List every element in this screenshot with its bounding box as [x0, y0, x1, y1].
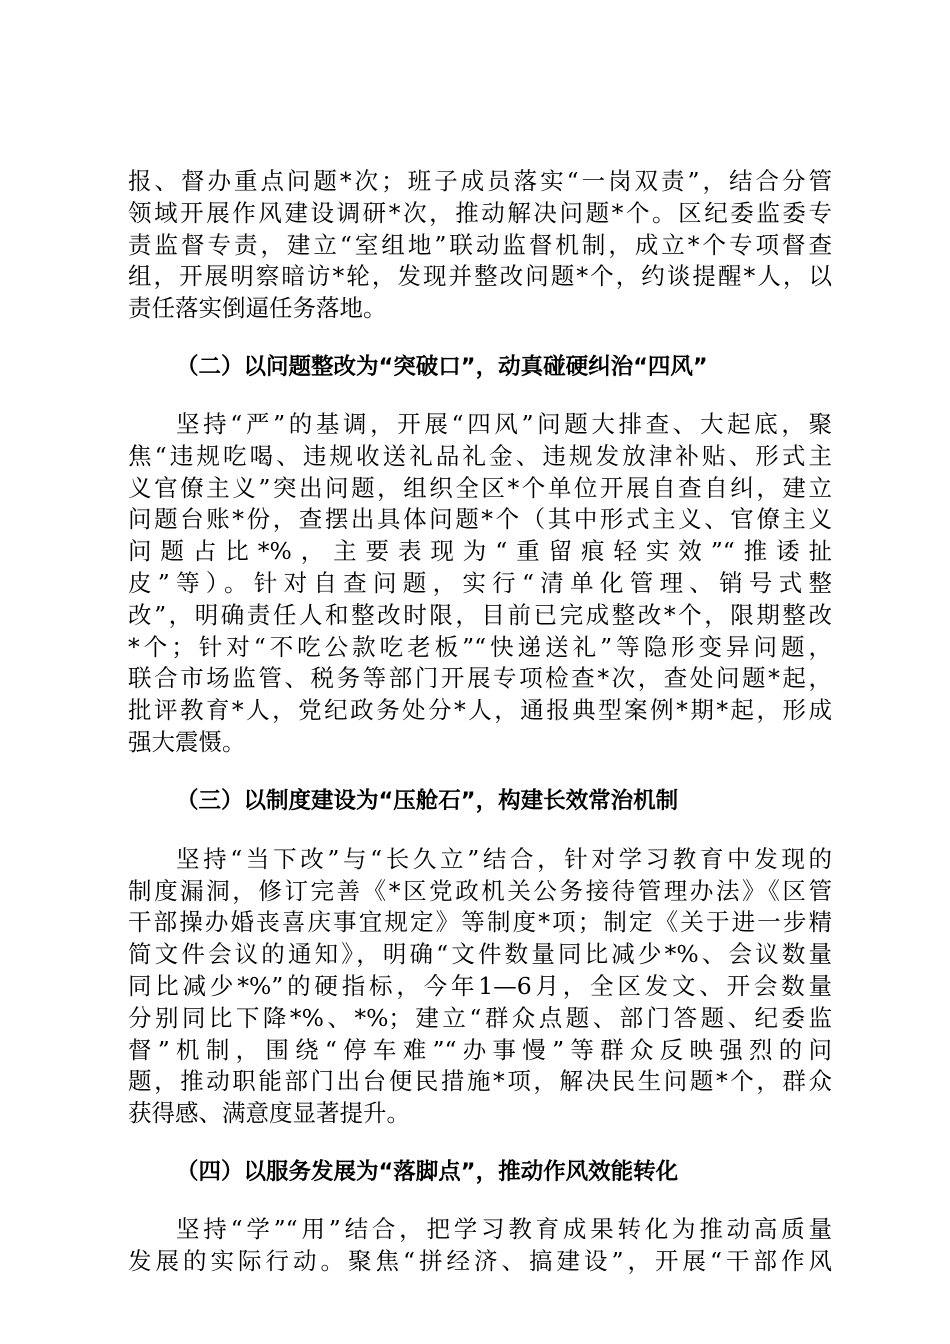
text-line: 改”，明确责任人和整改时限，目前已完成整改*个，限期整改: [128, 600, 832, 629]
text-line: 题，推动职能部门出台便民措施*项，解决民生问题*个，群众: [128, 1067, 832, 1096]
text-line: 焦“违规吃喝、违规收送礼品礼金、违规发放津补贴、形式主: [128, 441, 832, 470]
text-line: 领域开展作风建设调研*次，推动解决问题*个。区纪委监委专: [128, 198, 832, 227]
paragraph-4: [128, 1214, 832, 1278]
text-line: 组，开展明察暗访*轮，发现并整改问题*个，约谈提醒*人，以: [128, 262, 832, 291]
text-line: 坚持“学”“用”结合，把学习教育成果转化为推动高质量: [176, 1214, 832, 1243]
text-line: 督”机制，围绕“停车难”“办事慢”等群众反映强烈的问: [128, 1035, 832, 1064]
text-line: 强大震慑。: [128, 727, 246, 756]
text-line: 分别同比下降*%、*%；建立“群众点题、部门答题、纪委监: [128, 1003, 832, 1032]
text-line: 干部操办婚丧喜庆事宜规定》等制度*项；制定《关于进一步精: [128, 908, 832, 937]
text-line: 报、督办重点问题*次；班子成员落实“一岗双责”，结合分管: [128, 167, 832, 195]
text-line: 坚持“严”的基调，开展“四风”问题大排查、大起底，聚: [176, 409, 832, 438]
text-line: *个；针对“不吃公款吃老板”“快递送礼”等隐形变异问题，: [128, 632, 832, 661]
section-heading-3: （三）以制度建设为“压舱石”，构建长效常治机制: [176, 787, 679, 814]
text-line: 同比减少*%”的硬指标，今年1—6月，全区发文、开会数量: [128, 971, 832, 1000]
text-line: 责任落实倒逼任务落地。: [128, 294, 387, 323]
text-line: 坚持“当下改”与“长久立”结合，针对学习教育中发现的: [176, 844, 832, 873]
document-page: [128, 166, 832, 1278]
paragraph-3: [128, 844, 832, 1130]
text-line: 责监督专责，建立“室组地”联动监督机制，成立*个专项督查: [128, 230, 832, 259]
section-heading-2: （二）以问题整改为“突破口”，动真碰硬纠治“四风”: [176, 353, 708, 380]
text-line: 问题台账*份，查摆出具体问题*个（其中形式主义、官僚主义: [128, 505, 832, 534]
text-line: 获得感、满意度显著提升。: [128, 1099, 410, 1128]
paragraph-2: [128, 409, 832, 759]
text-line: 问题占比*%，主要表现为“重留痕轻实效”“推诿扯: [128, 537, 832, 566]
paragraph-1: [128, 166, 832, 325]
text-line: 发展的实际行动。聚焦“拼经济、搞建设”，开展“干部作风: [128, 1246, 832, 1275]
text-line: 皮”等）。针对自查问题，实行“清单化管理、销号式整: [128, 568, 832, 597]
text-line: 制度漏洞，修订完善《*区党政机关公务接待管理办法》《区管: [128, 876, 832, 905]
text-line: 简文件会议的通知》，明确“文件数量同比减少*%、会议数量: [128, 940, 832, 969]
section-heading-4: （四）以服务发展为“落脚点”，推动作风效能转化: [176, 1158, 679, 1185]
text-line: 批评教育*人，党纪政务处分*人，通报典型案例*期*起，形成: [128, 696, 832, 725]
text-line: 联合市场监管、税务等部门开展专项检查*次，查处问题*起，: [128, 664, 832, 693]
text-line: 义官僚主义”突出问题，组织全区*个单位开展自查自纠，建立: [128, 473, 832, 502]
